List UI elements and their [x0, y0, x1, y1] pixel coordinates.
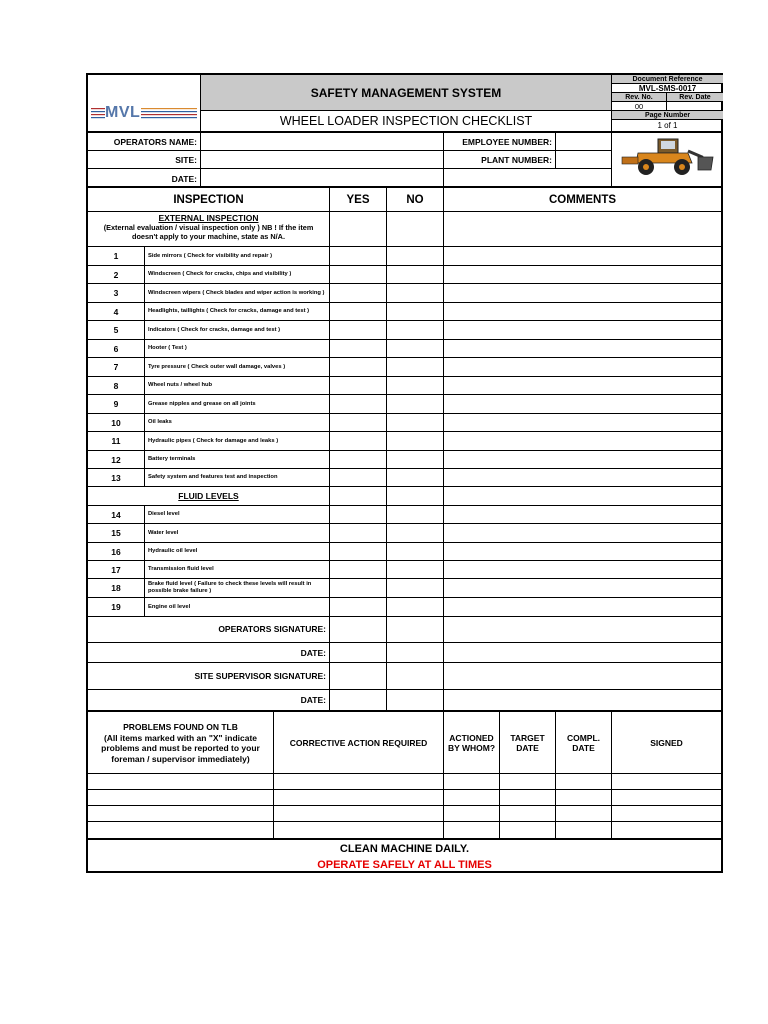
no-cell	[387, 210, 444, 247]
mvl-logo	[91, 105, 197, 126]
yes-checkbox[interactable]	[330, 247, 387, 266]
problem-cell[interactable]	[88, 806, 274, 822]
problem-cell[interactable]	[444, 822, 500, 839]
item-description: Hydraulic oil level	[145, 543, 330, 561]
comments-header: COMMENTS	[444, 188, 721, 212]
item-description: Battery terminals	[145, 451, 330, 469]
yes-checkbox[interactable]	[330, 303, 387, 321]
no-checkbox[interactable]	[387, 247, 444, 266]
no-checkbox[interactable]	[387, 506, 444, 524]
actioned-header: ACTIONED BY WHOM?	[444, 712, 500, 774]
inspection-form	[86, 73, 723, 873]
blank-cell	[387, 643, 444, 663]
footer	[88, 838, 721, 873]
problem-cell[interactable]	[274, 822, 444, 839]
yes-header: YES	[330, 188, 387, 212]
comments-field[interactable]	[444, 340, 721, 358]
yes-checkbox[interactable]	[330, 506, 387, 524]
problem-cell[interactable]	[612, 774, 721, 790]
comments-field[interactable]	[444, 284, 721, 303]
item-number: 19	[88, 598, 145, 617]
item-description: Grease nipples and grease on all joints	[145, 395, 330, 414]
problem-cell[interactable]	[88, 790, 274, 806]
no-checkbox[interactable]	[387, 284, 444, 303]
inspection-row	[88, 340, 721, 358]
problems-title-cell	[88, 712, 274, 774]
comments-field[interactable]	[444, 247, 721, 266]
inspection-header: INSPECTION	[88, 188, 330, 212]
logo-text: MVL	[105, 104, 141, 121]
fluid-levels-block	[88, 487, 721, 506]
item-number: 10	[88, 414, 145, 432]
problem-cell[interactable]	[612, 822, 721, 839]
inspection-row	[88, 358, 721, 377]
no-checkbox[interactable]	[387, 579, 444, 598]
target-date-header: TARGET DATE	[500, 712, 556, 774]
problem-cell[interactable]	[500, 774, 556, 790]
inspection-row	[88, 395, 721, 414]
inspection-row	[88, 543, 721, 561]
problem-cell[interactable]	[274, 806, 444, 822]
rev-date-value	[667, 102, 723, 111]
comments-field[interactable]	[444, 561, 721, 579]
operate-safely-text: OPERATE SAFELY AT ALL TIMES	[317, 859, 492, 871]
inspection-row	[88, 451, 721, 469]
comments-field[interactable]	[444, 321, 721, 340]
plant-number-field[interactable]	[556, 151, 612, 169]
problem-cell[interactable]	[500, 790, 556, 806]
external-title-cell	[88, 210, 330, 247]
corrective-action-header: CORRECTIVE ACTION REQUIRED	[274, 712, 444, 774]
no-checkbox[interactable]	[387, 395, 444, 414]
page-number-label: Page Number	[612, 111, 723, 120]
comments-cell	[444, 210, 721, 247]
no-checkbox[interactable]	[387, 414, 444, 432]
yes-checkbox[interactable]	[330, 469, 387, 487]
site-field[interactable]	[201, 151, 444, 169]
problem-cell[interactable]	[444, 806, 500, 822]
plant-number-label: PLANT NUMBER:	[444, 151, 556, 169]
blank-cell	[444, 643, 721, 663]
yes-checkbox[interactable]	[330, 377, 387, 395]
comments-field[interactable]	[444, 579, 721, 598]
yes-checkbox[interactable]	[330, 579, 387, 598]
item-number: 1	[88, 247, 145, 266]
item-number: 5	[88, 321, 145, 340]
operators-signature-label: OPERATORS SIGNATURE:	[88, 616, 330, 643]
operators-date-label: DATE:	[88, 643, 330, 663]
yes-checkbox[interactable]	[330, 284, 387, 303]
item-description: Engine oil level	[145, 598, 330, 617]
item-description: Headlights, taillights ( Check for cracks, damage and test )	[145, 303, 330, 321]
yes-checkbox[interactable]	[330, 358, 387, 377]
inspection-row	[88, 598, 721, 617]
supervisor-date-field[interactable]	[330, 690, 387, 710]
comments-cell	[444, 487, 721, 506]
problem-cell[interactable]	[612, 790, 721, 806]
problems-title: PROBLEMS FOUND ON TLB	[123, 722, 238, 732]
no-cell	[387, 487, 444, 506]
inspection-row	[88, 579, 721, 598]
document-info	[612, 75, 723, 131]
no-checkbox[interactable]	[387, 432, 444, 451]
inspection-row	[88, 266, 721, 284]
date-label: DATE:	[88, 169, 201, 188]
problem-cell[interactable]	[444, 790, 500, 806]
page-number-value: 1 of 1	[657, 121, 678, 130]
comments-field[interactable]	[444, 358, 721, 377]
comments-field[interactable]	[444, 303, 721, 321]
item-number: 13	[88, 469, 145, 487]
problem-cell[interactable]	[500, 806, 556, 822]
problem-cell[interactable]	[556, 806, 612, 822]
checklist-title: WHEEL LOADER INSPECTION CHECKLIST	[201, 111, 612, 131]
item-description: Side mirrors ( Check for visibility and repair )	[145, 247, 330, 266]
details-section	[88, 131, 721, 186]
rev-no-label: Rev. No.	[612, 93, 667, 102]
problem-cell[interactable]	[274, 790, 444, 806]
supervisor-signature-field[interactable]	[330, 663, 387, 690]
fluid-levels-title: FLUID LEVELS	[88, 487, 330, 506]
item-number: 9	[88, 395, 145, 414]
item-description: Hydraulic pipes ( Check for damage and leaks )	[145, 432, 330, 451]
item-number: 18	[88, 579, 145, 598]
no-checkbox[interactable]	[387, 543, 444, 561]
doc-ref-value: MVL-SMS-0017	[612, 84, 723, 93]
item-number: 3	[88, 284, 145, 303]
yes-checkbox[interactable]	[330, 543, 387, 561]
inspection-row	[88, 506, 721, 524]
problems-note: (All items marked with an "X" indicate problems and must be reported to your foreman / supervisor immediately)	[101, 732, 260, 764]
item-description: Windscreen ( Check for cracks, chips and visibility )	[145, 266, 330, 284]
blank-cell	[444, 616, 721, 643]
problem-cell[interactable]	[88, 774, 274, 790]
no-header: NO	[387, 188, 444, 212]
yes-checkbox[interactable]	[330, 321, 387, 340]
wheel-loader-icon	[618, 137, 714, 177]
item-number: 7	[88, 358, 145, 377]
yes-checkbox[interactable]	[330, 451, 387, 469]
item-description: Water level	[145, 524, 330, 543]
item-description: Hooter ( Test )	[145, 340, 330, 358]
no-checkbox[interactable]	[387, 266, 444, 284]
item-number: 6	[88, 340, 145, 358]
problem-cell[interactable]	[88, 822, 274, 839]
inspection-row	[88, 303, 721, 321]
item-description: Transmission fluid level	[145, 561, 330, 579]
item-description: Windscreen wipers ( Check blades and wiper action is working )	[145, 284, 330, 303]
no-checkbox[interactable]	[387, 561, 444, 579]
rev-date-label: Rev. Date	[667, 93, 723, 102]
comments-field[interactable]	[444, 506, 721, 524]
comments-field[interactable]	[444, 598, 721, 617]
inspection-row	[88, 524, 721, 543]
external-inspection-block	[88, 210, 721, 247]
system-title: SAFETY MANAGEMENT SYSTEM	[201, 75, 612, 111]
inspection-row	[88, 321, 721, 340]
no-checkbox[interactable]	[387, 303, 444, 321]
employee-number-field[interactable]	[556, 133, 612, 151]
item-description: Safety system and features test and inspection	[145, 469, 330, 487]
operators-name-field[interactable]	[201, 133, 444, 151]
item-number: 14	[88, 506, 145, 524]
blank-cell	[444, 663, 721, 690]
item-number: 8	[88, 377, 145, 395]
item-number: 11	[88, 432, 145, 451]
supervisor-signature-label: SITE SUPERVISOR SIGNATURE:	[88, 663, 330, 690]
yes-checkbox[interactable]	[330, 524, 387, 543]
supervisor-date-label: DATE:	[88, 690, 330, 710]
item-description: Indicators ( Check for cracks, damage and test )	[145, 321, 330, 340]
item-number: 17	[88, 561, 145, 579]
inspection-row	[88, 377, 721, 395]
item-description: Oil leaks	[145, 414, 330, 432]
item-description: Diesel level	[145, 506, 330, 524]
comments-field[interactable]	[444, 266, 721, 284]
problem-cell[interactable]	[444, 774, 500, 790]
no-checkbox[interactable]	[387, 451, 444, 469]
problem-cell[interactable]	[556, 774, 612, 790]
inspection-row	[88, 469, 721, 487]
no-checkbox[interactable]	[387, 358, 444, 377]
comments-field[interactable]	[444, 469, 721, 487]
inspection-row	[88, 561, 721, 579]
rev-no-value: 00	[612, 102, 667, 111]
yes-checkbox[interactable]	[330, 266, 387, 284]
yes-checkbox[interactable]	[330, 598, 387, 617]
problem-cell[interactable]	[274, 774, 444, 790]
comments-field[interactable]	[444, 395, 721, 414]
item-number: 2	[88, 266, 145, 284]
comments-field[interactable]	[444, 451, 721, 469]
yes-cell	[330, 487, 387, 506]
yes-checkbox[interactable]	[330, 432, 387, 451]
inspection-row	[88, 432, 721, 451]
external-title: EXTERNAL INSPECTION	[158, 213, 259, 223]
no-checkbox[interactable]	[387, 377, 444, 395]
clean-machine-text: CLEAN MACHINE DAILY.	[339, 843, 470, 855]
blank-cell	[387, 616, 444, 643]
no-checkbox[interactable]	[387, 340, 444, 358]
compl-date-header: COMPL. DATE	[556, 712, 612, 774]
comments-field[interactable]	[444, 543, 721, 561]
inspection-row	[88, 284, 721, 303]
problem-row	[88, 822, 721, 839]
item-number: 12	[88, 451, 145, 469]
yes-cell	[330, 210, 387, 247]
no-checkbox[interactable]	[387, 524, 444, 543]
problem-cell[interactable]	[556, 822, 612, 839]
comments-field[interactable]	[444, 524, 721, 543]
yes-checkbox[interactable]	[330, 414, 387, 432]
comments-field[interactable]	[444, 377, 721, 395]
item-description: Wheel nuts / wheel hub	[145, 377, 330, 395]
operators-date-field[interactable]	[330, 643, 387, 663]
problems-header-row	[88, 712, 721, 774]
item-number: 16	[88, 543, 145, 561]
no-checkbox[interactable]	[387, 321, 444, 340]
comments-field[interactable]	[444, 432, 721, 451]
blank-cell	[387, 690, 444, 710]
comments-field[interactable]	[444, 414, 721, 432]
inspection-row	[88, 247, 721, 266]
signature-section	[88, 616, 721, 710]
external-note: (External evaluation / visual inspection only ) NB ! If the item doesn't apply to your machine, state as N/A.	[103, 223, 314, 241]
problem-row	[88, 774, 721, 790]
blank-cell	[387, 663, 444, 690]
yes-checkbox[interactable]	[330, 561, 387, 579]
item-number: 15	[88, 524, 145, 543]
logo-cell	[88, 75, 201, 131]
doc-ref-label: Document Reference	[612, 75, 723, 84]
problem-row	[88, 790, 721, 806]
signed-header: SIGNED	[650, 738, 683, 748]
wheel-loader-image	[618, 137, 714, 182]
item-description: Tyre pressure ( Check outer wall damage, valves )	[145, 358, 330, 377]
yes-checkbox[interactable]	[330, 340, 387, 358]
problem-cell[interactable]	[612, 806, 721, 822]
table-header	[88, 186, 721, 212]
no-checkbox[interactable]	[387, 598, 444, 617]
site-label: SITE:	[88, 151, 201, 169]
problem-cell[interactable]	[556, 790, 612, 806]
item-number: 4	[88, 303, 145, 321]
problem-row	[88, 806, 721, 822]
employee-number-label: EMPLOYEE NUMBER:	[444, 133, 556, 151]
no-checkbox[interactable]	[387, 469, 444, 487]
operators-name-label: OPERATORS NAME:	[88, 133, 201, 151]
problem-cell[interactable]	[500, 822, 556, 839]
inspection-row	[88, 414, 721, 432]
item-description: Brake fluid level ( Failure to check these levels will result in possible brake failure )	[145, 579, 330, 598]
problems-section	[88, 710, 721, 838]
yes-checkbox[interactable]	[330, 395, 387, 414]
operators-signature-field[interactable]	[330, 616, 387, 643]
